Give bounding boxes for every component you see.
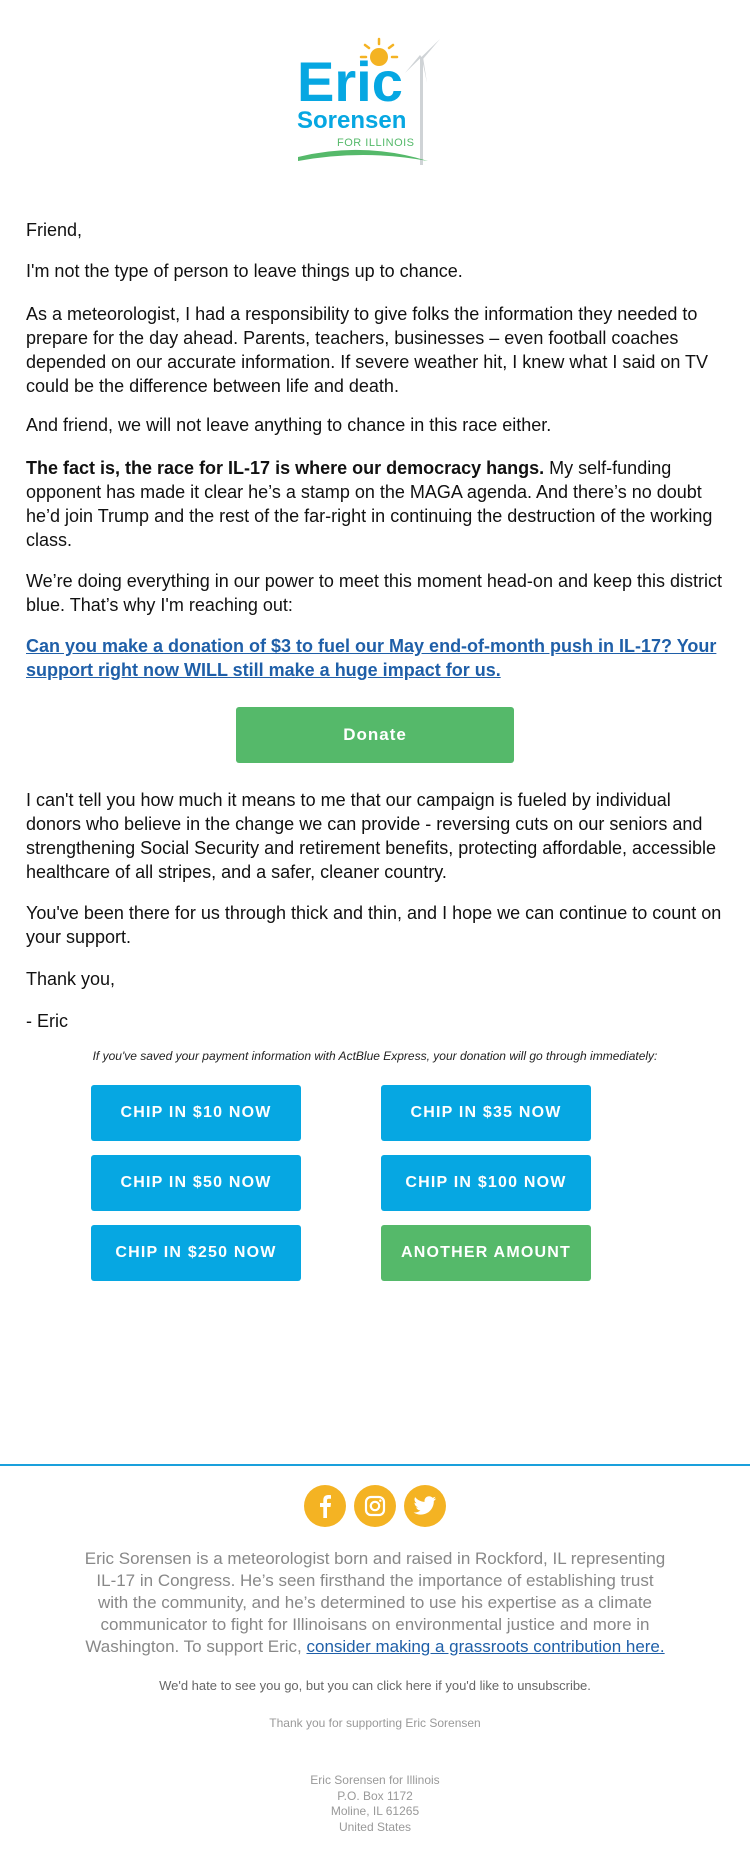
chip-in-250-button[interactable]: CHIP IN $250 NOW: [91, 1225, 301, 1281]
paragraph-5: We’re doing everything in our power to meet this moment head-on and keep this district blue. That’s why I'm reaching out:: [26, 571, 723, 615]
grass-swoosh: [298, 150, 428, 161]
campaign-logo: [0, 35, 750, 170]
address-org: Eric Sorensen for Illinois: [310, 1773, 440, 1787]
address-country: United States: [338, 1819, 412, 1834]
logo-surname: Sorensen: [297, 107, 407, 134]
twitter-icon[interactable]: [404, 1485, 446, 1527]
facebook-icon[interactable]: [304, 1485, 346, 1527]
grassroots-contribution-link[interactable]: consider making a grassroots contribution here.: [306, 1637, 665, 1656]
signature: - Eric: [26, 1011, 68, 1031]
cta-paragraph: [26, 634, 726, 682]
footer-divider: [0, 1464, 750, 1466]
paragraph-6: I can't tell you how much it means to me that our campaign is fueled by individual donors who believe in the change we can provide - reversing cuts on our seniors and strengthening Social Security and retirement benefits, protecting affordable, accessible healthcare of all stripes, and a safer, cleaner country.: [26, 790, 717, 882]
paragraph-4: [26, 456, 726, 552]
paragraph-3: And friend, we will not leave anything to chance in this race either.: [26, 415, 552, 435]
logo-tagline: FOR ILLINOIS: [337, 137, 415, 149]
greeting: Friend,: [26, 220, 83, 240]
donate-button[interactable]: Donate: [236, 707, 514, 763]
social-links: [0, 1485, 750, 1529]
donation-cta-link[interactable]: Can you make a donation of $3 to fuel our May end-of-month push in IL-17? Your support right now WILL still make a huge impact for us.: [26, 636, 717, 680]
unsubscribe-text[interactable]: We'd hate to see you go, but you can click here if you'd like to unsubscribe.: [159, 1678, 591, 1693]
chip-in-10-button[interactable]: CHIP IN $10 NOW: [91, 1085, 301, 1141]
paragraph-7: You've been there for us through thick and thin, and I hope we can continue to count on your support.: [26, 903, 722, 947]
chip-in-100-button[interactable]: CHIP IN $100 NOW: [381, 1155, 591, 1211]
footer-bio-text: Eric Sorensen is a meteorologist born and raised in Rockford, IL representing IL-17 in Congress. He’s seen firsthand the importance of establishing trust with the community, and he’s determined to use his expertise as a climate communicator to fight for Illinoisans on environmental justice and more in Washington. To support Eric,: [84, 1549, 666, 1656]
signoff: Thank you,: [26, 969, 116, 989]
footer-thanks: Thank you for supporting Eric Sorensen: [269, 1716, 481, 1730]
logo-graphic: [293, 35, 458, 170]
chip-in-50-button[interactable]: CHIP IN $50 NOW: [91, 1155, 301, 1211]
another-amount-button[interactable]: ANOTHER AMOUNT: [381, 1225, 591, 1281]
address-box: P.O. Box 1172: [337, 1788, 413, 1803]
actblue-express-note: If you've saved your payment information with ActBlue Express, your donation will go through immediately:: [92, 1049, 658, 1063]
mailing-address: [0, 1773, 750, 1835]
footer-bio: [80, 1548, 670, 1658]
address-city: Moline, IL 61265: [330, 1804, 420, 1818]
paragraph-4-bold: The fact is, the race for IL-17 is where our democracy hangs.: [26, 458, 545, 478]
logo-name: Eric: [297, 50, 403, 113]
paragraph-4-rest: My self-funding opponent has made it clear he’s a stamp on the MAGA agenda. And there’s no doubt he’d join Trump and the rest of the far-right in continuing the destruction of the working class.: [26, 458, 713, 550]
paragraph-1: I'm not the type of person to leave things up to chance.: [26, 261, 463, 281]
instagram-icon[interactable]: [354, 1485, 396, 1527]
paragraph-2: As a meteorologist, I had a responsibility to give folks the information they needed to prepare for the day ahead. Parents, teachers, businesses – even football coaches depended on our accurate information. If severe weather hit, I knew what I said on TV could be the difference between life and death.: [26, 304, 709, 396]
chip-in-35-button[interactable]: CHIP IN $35 NOW: [381, 1085, 591, 1141]
